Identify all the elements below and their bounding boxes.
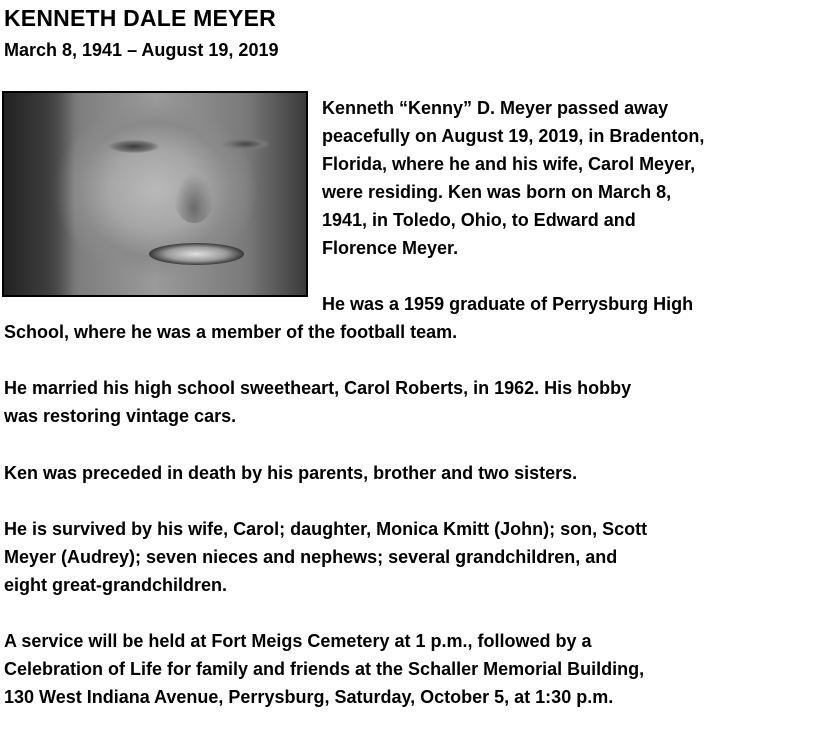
paragraph-line: Celebration of Life for family and friends at the Schaller Memorial Building, (4, 659, 645, 679)
paragraph-line: was restoring vintage cars. (4, 406, 237, 426)
paragraph-line: School, where he was a member of the football team. (4, 322, 458, 342)
paragraph-line: 130 West Indiana Avenue, Perrysburg, Saturday, October 5, at 1:30 p.m. (4, 687, 614, 707)
photo-shadow (4, 93, 74, 297)
photo-mouth (149, 243, 244, 265)
obituary-title: KENNETH DALE MEYER (4, 5, 276, 31)
photo-left-eye (109, 140, 159, 153)
paragraph-line: Ken was preceded in death by his parents, brother and two sisters. (4, 463, 578, 483)
paragraph-line: He was a 1959 graduate of Perrysburg High (322, 294, 694, 314)
paragraph-intro (322, 94, 817, 262)
paragraph-line: Kenneth “Kenny” D. Meyer passed away (322, 98, 669, 118)
paragraph-line: He married his high school sweetheart, Carol Roberts, in 1962. His hobby (4, 378, 632, 398)
paragraph-line: 1941, in Toledo, Ohio, to Edward and (322, 210, 636, 230)
paragraph-line: were residing. Ken was born on March 8, (322, 182, 672, 202)
paragraph-line: Florence Meyer. (322, 238, 459, 258)
portrait-photo (2, 91, 308, 297)
paragraph-line: A service will be held at Fort Meigs Cemetery at 1 p.m., followed by a (4, 631, 592, 651)
life-dates: March 8, 1941 – August 19, 2019 (4, 40, 279, 60)
paragraph-line: peacefully on August 19, 2019, in Bradenton, (322, 126, 705, 146)
paragraph-line: He is survived by his wife, Carol; daughter, Monica Kmitt (John); son, Scott (4, 519, 648, 539)
photo-nose (174, 173, 214, 223)
photo-right-eye (222, 138, 270, 150)
paragraph-line: Florida, where he and his wife, Carol Meyer, (322, 154, 696, 174)
paragraph-line: Meyer (Audrey); seven nieces and nephews; several grandchildren, and (4, 547, 618, 567)
paragraph-line: eight great-grandchildren. (4, 575, 228, 595)
